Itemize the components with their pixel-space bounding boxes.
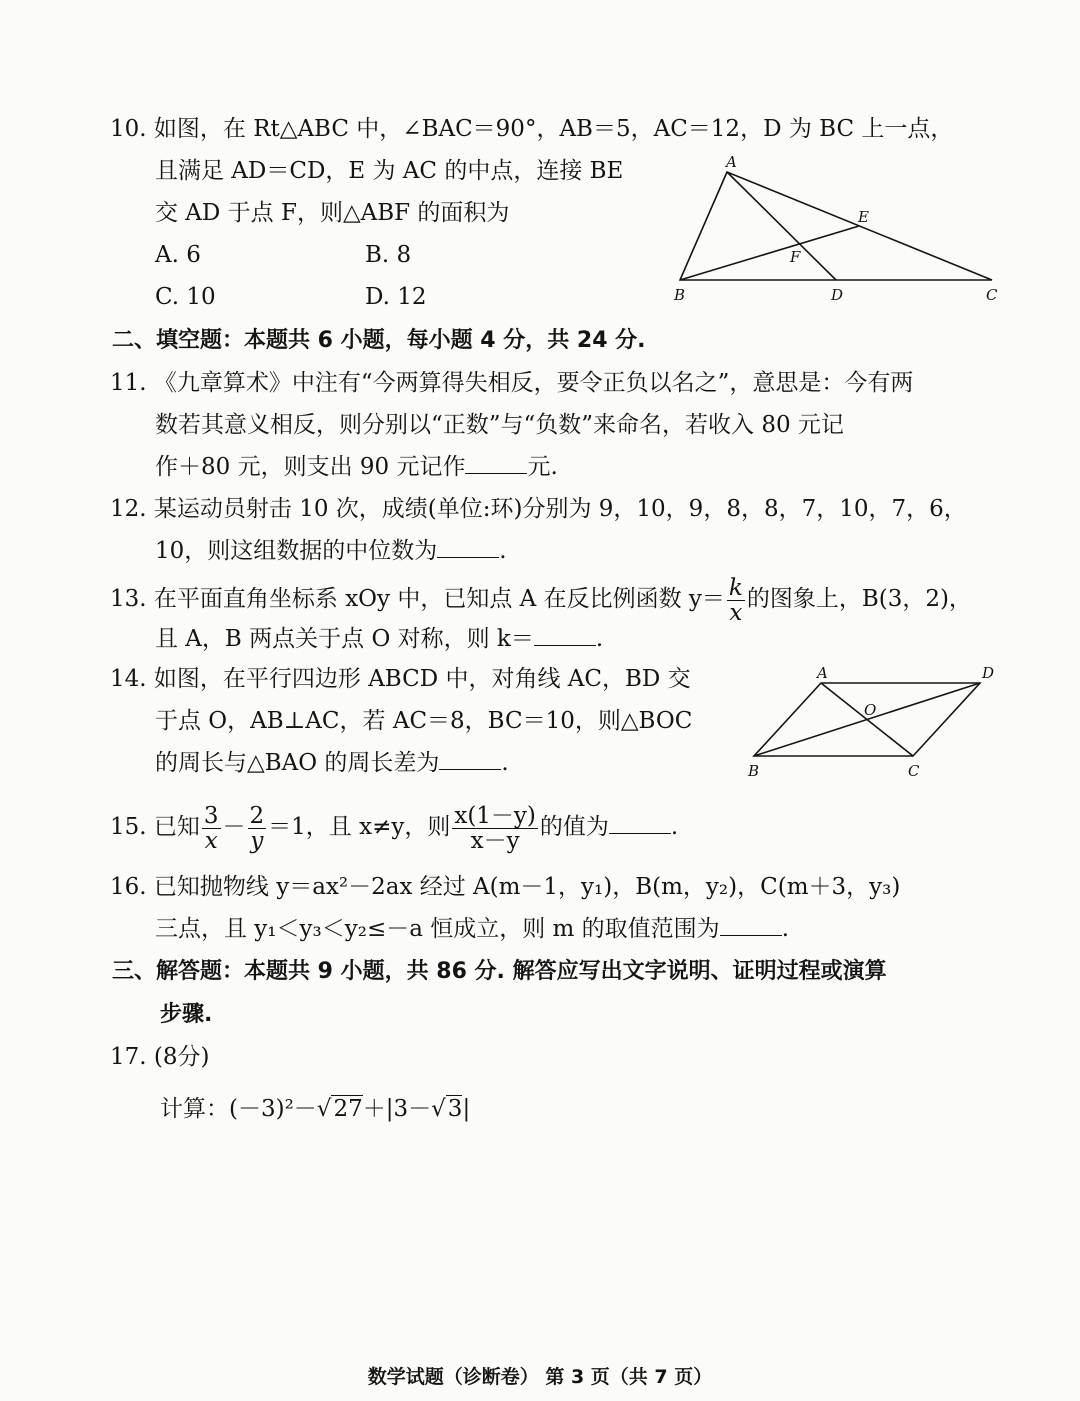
q15-fraction-1 <box>202 804 221 853</box>
q14-answer-blank[interactable] <box>439 751 501 770</box>
q12-line2 <box>155 536 507 566</box>
segment-be <box>680 226 859 280</box>
q16-line1: 16. 已知抛物线 y＝ax²－2ax 经过 A(m－1，y₁)，B(m，y₂)，C(m＋3，y₃) <box>110 874 901 900</box>
q16-answer-blank[interactable] <box>720 917 782 936</box>
q10-line3: 交 AD 于点 F，则△ABF 的面积为 <box>155 200 510 226</box>
q11-line1: 11. 《九章算术》中注有“今两算得失相反，要令正负以名之”，意思是：今有两 <box>110 370 914 396</box>
label-d: D <box>831 286 844 304</box>
q16-line2-a: 三点，且 y₁＜y₃＜y₂≤－a 恒成立，则 m 的取值范围为 <box>155 916 720 942</box>
q15-f3-num: x(1－y) <box>454 802 536 829</box>
q17-radicand-2: 3 <box>447 1096 463 1122</box>
q11-line3 <box>155 452 558 482</box>
triangle-figure <box>660 150 1020 310</box>
q13-answer-blank[interactable] <box>534 627 596 646</box>
q11-line2: 数若其意义相反，则分别以“正数”与“负数”来命名，若收入 80 元记 <box>155 412 844 438</box>
q13-line2 <box>155 624 603 654</box>
q12-line2-a: 10，则这组数据的中位数为 <box>155 538 438 564</box>
q14-line3-a: 的周长与△BAO 的周长差为 <box>155 750 440 776</box>
q10-option-a: A. 6 <box>155 242 201 268</box>
q14-line2: 于点 O，AB⊥AC，若 AC＝8，BC＝10，则△BOC <box>155 708 693 734</box>
label-c: C <box>908 762 920 780</box>
q15-f1-den: x <box>204 827 218 854</box>
q10-line1: 10. 如图，在 Rt△ABC 中，∠BAC＝90°，AB＝5，AC＝12，D 为 BC 上一点， <box>110 116 954 142</box>
q15-f2-num: 2 <box>249 802 265 829</box>
triangle-abc <box>680 172 992 280</box>
q10-option-d: D. 12 <box>365 284 427 310</box>
label-b: B <box>674 286 686 304</box>
q13-fraction <box>727 576 745 625</box>
q15-f3-den: x－y <box>470 827 520 854</box>
q17-calc-a: 计算：(－3)²－√ <box>160 1096 332 1122</box>
label-e: E <box>858 208 869 226</box>
label-o: O <box>864 701 877 719</box>
q16-line2-b: . <box>781 916 789 942</box>
label-f: F <box>790 248 801 266</box>
segment-ad <box>727 172 836 280</box>
q15-answer-blank[interactable] <box>609 815 671 834</box>
q13-line2-b: . <box>595 626 604 652</box>
section2-heading: 二、填空题：本题共 6 小题，每小题 4 分，共 24 分. <box>112 328 646 353</box>
q17-title: 17. (8分) <box>110 1044 210 1070</box>
section3-heading-line2: 步骤. <box>160 1002 213 1027</box>
q11-line3-a: 作＋80 元，则支出 90 元记作 <box>155 454 466 480</box>
q15-prefix: 15. 已知 <box>110 814 200 840</box>
q15-line <box>110 800 678 854</box>
q15-f2-den: y <box>250 827 264 854</box>
q15-fraction-2 <box>248 804 267 853</box>
q17-radicand-1: 27 <box>333 1096 363 1122</box>
q13-line1-b: 的图象上，B(3，2)， <box>746 586 972 612</box>
parallelogram-figure <box>740 660 1010 785</box>
q12-line1: 12. 某运动员射击 10 次，成绩(单位:环)分别为 9，10，9，8，8，7，10，7，6， <box>110 496 967 522</box>
q14-line1: 14. 如图，在平行四边形 ABCD 中，对角线 AC，BD 交 <box>110 666 691 692</box>
q10-option-c: C. 10 <box>155 284 216 310</box>
q14-line3 <box>155 748 509 778</box>
q13-line1-a: 13. 在平面直角坐标系 xOy 中，已知点 A 在反比例函数 y＝ <box>110 586 725 612</box>
q15-suffix: 的值为 <box>539 814 609 840</box>
q17-calc-b: ＋|3－√ <box>362 1096 446 1122</box>
q16-line2 <box>155 914 789 944</box>
q15-minus: － <box>222 814 246 840</box>
label-a: A <box>817 664 828 682</box>
q12-line2-b: . <box>499 538 507 564</box>
q17-calc-c: | <box>462 1096 471 1122</box>
q10-line2: 且满足 AD＝CD，E 为 AC 的中点，连接 BE <box>155 158 624 184</box>
q14-line3-b: . <box>501 750 509 776</box>
q15-end: . <box>670 814 679 840</box>
q17-expression <box>160 1094 470 1124</box>
q13-line1 <box>110 574 972 625</box>
q15-mid: ＝1，且 x≠y，则 <box>268 814 451 840</box>
label-d: D <box>982 664 995 682</box>
q11-line3-b: 元. <box>527 454 558 480</box>
q15-f1-num: 3 <box>203 802 219 829</box>
label-a: A <box>726 153 737 171</box>
q12-answer-blank[interactable] <box>437 539 499 558</box>
q13-frac-num: k <box>728 574 743 601</box>
label-b: B <box>748 762 760 780</box>
label-c: C <box>986 286 998 304</box>
q15-fraction-3 <box>452 804 538 853</box>
section3-heading-line1: 三、解答题：本题共 9 小题，共 86 分. 解答应写出文字说明、证明过程或演算 <box>112 959 887 984</box>
q13-frac-den: x <box>729 599 743 626</box>
q11-answer-blank[interactable] <box>465 455 527 474</box>
page-footer: 数学试题（诊断卷） 第 3 页（共 7 页） <box>367 1366 713 1388</box>
q13-line2-a: 且 A，B 两点关于点 O 对称，则 k＝ <box>155 626 534 652</box>
q10-option-b: B. 8 <box>365 242 412 268</box>
